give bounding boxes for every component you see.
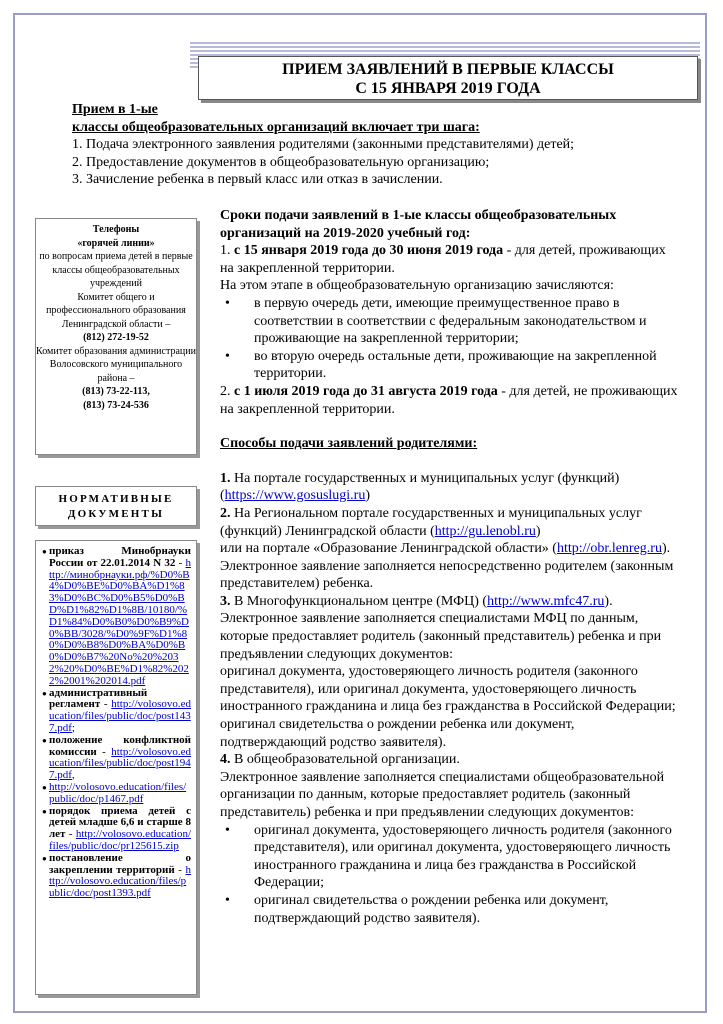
hotline-text-3: Комитет образования администрации Волосовского муниципального района –: [36, 345, 196, 384]
bullet-icon: •: [225, 822, 230, 838]
intro-heading-2: классы общеобразовательных организаций включает три шага:: [72, 119, 480, 135]
doc-separator: -: [174, 863, 186, 876]
bullet-icon: •: [225, 348, 230, 364]
deadline-2-text: - для детей, не проживающих на закрепленной территории.: [220, 383, 678, 417]
gosuslugi-link[interactable]: https://www.gosuslugi.ru: [224, 488, 366, 504]
title-line-2: С 15 ЯНВАРЯ 2019 ГОДА: [355, 80, 541, 97]
hotline-title: Телефоны: [92, 224, 140, 235]
doc-item: [42, 546, 191, 688]
method-2-close: ): [535, 523, 541, 539]
deadline-2-number: 2.: [220, 383, 234, 399]
method-4-number: 4.: [220, 752, 231, 768]
method-2-alt: [220, 540, 678, 558]
method-4-text: В общеобразовательной организации.: [230, 752, 460, 768]
method-2: [220, 505, 678, 540]
spacer: [220, 418, 678, 435]
doc-title: положение конфликтной комиссии: [49, 733, 191, 758]
method-1-number: 1.: [220, 470, 231, 486]
deadlines-heading: Сроки подачи заявлений в 1-ые классы общеобразовательных организаций на 2019-2020 учебный год:: [220, 208, 617, 241]
deadline-2: [220, 383, 678, 418]
bullet-icon: ●: [42, 688, 47, 698]
bullet-icon: •: [225, 295, 230, 311]
bullet-icon: •: [225, 892, 230, 908]
title-line-1: ПРИЕМ ЗАЯВЛЕНИЙ В ПЕРВЫЕ КЛАССЫ: [282, 61, 614, 78]
deadline-1-number: 1.: [220, 243, 234, 259]
bullet-icon: ●: [42, 853, 47, 863]
doc-separator: -: [175, 556, 186, 569]
lenreg-link[interactable]: http://obr.lenreg.ru: [556, 541, 662, 557]
normative-docs-list: [35, 540, 197, 995]
deadline-1-text: - для детей, проживающих на закрепленной территории.: [220, 243, 666, 276]
bullet-icon: ●: [42, 547, 47, 556]
method-4: [220, 751, 678, 769]
method-4-bullet-2: [220, 892, 678, 927]
title-banner: [198, 56, 698, 100]
normative-docs-header: НОРМАТИВНЫЕ ДОКУМЕНТЫ: [35, 486, 197, 526]
doc-link[interactable]: http://volosovo.education/files/public/doc/post1393.pdf: [49, 863, 192, 900]
method-1-close: ): [365, 488, 370, 504]
priority-bullet-1-text: в первую очередь дети, имеющие преимущественное право в соответствии в соответствии с федеральным законодательством и проживающие на закрепленной территории;: [254, 295, 647, 347]
doc-item: [42, 735, 191, 782]
method-2-note: Электронное заявление заполняется непосредственно родителем (законным представителем) ребенка.: [220, 558, 674, 592]
hotline-subtitle: «горячей линии»: [77, 237, 155, 249]
hotline-phone-2: (813) 73-22-113,: [82, 386, 150, 397]
doc-item: [42, 688, 191, 735]
hotline-box: [35, 218, 197, 455]
intro-section: [72, 101, 672, 189]
doc-punct: ,: [71, 769, 75, 782]
methods-heading: Способы подачи заявлений родителями:: [220, 436, 478, 452]
doc-link[interactable]: http://volosovo.education/files/public/doc/p1467.pdf: [49, 780, 187, 805]
spacer: [220, 453, 678, 470]
bullet-icon: ●: [42, 782, 47, 792]
lenobl-link[interactable]: http://gu.lenobl.ru: [434, 523, 536, 539]
doc-separator: -: [96, 745, 112, 758]
doc-title: порядок приема детей с детей младше 6,6 и старше 8 лет: [49, 804, 191, 841]
doc-separator: -: [65, 828, 76, 841]
intro-step-1: 1. Подача электронного заявления родителями (законными представителями) детей;: [72, 137, 575, 152]
method-4-bullet-1-text: оригинал документа, удостоверяющего личность родителя (законного представителя), или оригинал документа, удостоверяющего личность иностранного гражданина и лица без гражданства в Российской Федерации;: [254, 822, 672, 891]
doc-item: [42, 782, 191, 806]
doc-separator: -: [100, 698, 112, 711]
doc-link[interactable]: http://volosovo.education/files/public/doc/post1947.pdf: [49, 745, 191, 782]
method-2-alt-text: или на портале «Образование Ленинградской области» (: [220, 541, 557, 557]
method-3-close: ).: [604, 593, 613, 609]
deadline-1: [220, 242, 678, 277]
doc-punct: ;: [71, 721, 75, 734]
intro-step-2: 2. Предоставление документов в общеобразовательную организацию;: [72, 154, 490, 170]
method-3-number: 3.: [220, 593, 231, 609]
method-3: [220, 593, 678, 611]
intro-step-3: 3. Зачисление ребенка в первый класс или отказ в зачислении.: [72, 172, 443, 187]
doc-link[interactable]: http://volosovo.education/files/public/doc/post1437.pdf: [49, 698, 191, 734]
method-2-text: На Региональном портале государственных и муниципальных услуг (функций) Ленинградской области (: [220, 505, 642, 539]
method-4-bullet-2-text: оригинал свидетельства о рождении ребенка или документ, подтверждающий родство заявителя).: [254, 892, 609, 926]
method-1: [220, 470, 678, 505]
method-3-text: В Многофункциональном центре (МФЦ) (: [230, 593, 488, 609]
doc-link[interactable]: http://volosovo.education/files/public/doc/pr125615.zip: [49, 828, 191, 852]
doc-item: [42, 806, 191, 853]
hotline-text-1: по вопросам приема детей в первые классы общеобразовательных учреждений: [39, 251, 193, 289]
mfc-link[interactable]: http://www.mfc47.ru: [487, 593, 605, 609]
hotline-text-2: Комитет общего и профессионального образования Ленинградской области –: [46, 291, 186, 330]
intro-heading-1: Прием в 1-ые: [72, 102, 158, 117]
priority-bullet-2-text: во вторую очередь остальные дети, проживающие на закрепленной территории.: [254, 348, 657, 382]
deadline-2-dates: с 1 июля 2019 года до 31 августа 2019 года: [234, 383, 498, 399]
method-3-doc-1: оригинал документа, удостоверяющего личность родителя (законного представителя), или оригинал документа, удостоверяющего личность иностранного гражданина и лица без гражданства в Российской Федерации;: [220, 664, 676, 715]
deadline-1-dates: с 15 января 2019 года до 30 июня 2019 года: [234, 243, 504, 259]
stage-text: На этом этапе в общеобразовательную организацию зачисляются:: [220, 278, 614, 294]
bullet-icon: ●: [42, 735, 47, 745]
method-3-doc-2: оригинал свидетельства о рождении ребенка или документ, подтверждающий родство заявителя).: [220, 717, 575, 750]
hotline-phone-1: (812) 272-19-52: [83, 332, 149, 343]
hotline-phone-3: (813) 73-24-536: [83, 399, 149, 411]
method-4-bullet-1: [220, 822, 678, 892]
priority-bullet-2: [220, 348, 678, 383]
priority-bullet-1: [220, 295, 678, 348]
doc-title: приказ Минобрнауки России от 22.01.2014 N 32: [49, 545, 191, 569]
method-2-number: 2.: [220, 505, 231, 521]
method-1-text: На портале государственных и муниципальных услуг (функций) (: [220, 470, 620, 504]
doc-item: [42, 853, 191, 900]
main-content: [220, 207, 678, 927]
doc-title: административный регламент: [49, 686, 148, 711]
method-3-note: Электронное заявление заполняется специалистами МФЦ по данным, которые предоставляет родитель (законный представитель) ребенка и при предъявлении следующих документов:: [220, 611, 662, 662]
doc-title: постановление о закреплении территорий: [49, 851, 191, 876]
bullet-icon: ●: [42, 806, 47, 816]
method-4-note: Электронное заявление заполняется специалистами общеобразовательной организации по данным, которые предоставляет родитель (законный представитель) ребенка и при предъявлении следующих документов:: [220, 769, 665, 820]
method-2-alt-close: ).: [661, 541, 671, 557]
doc-link[interactable]: http://минобрнауки.рф/%D0%B4%D0%BE%D0%BA%D1%83%D0%BC%D0%B5%D0%BD%D1%82%D1%8B/10180/%D1%84%D0%B0%D0%B9%D0%BB/3028/%D0%9F%D1%80%D0%B8%D0%BA%D0%B0%D0%B7%20No%20%2032%20%D0%BE%D1%82%2022%2001%202014.pdf: [49, 556, 191, 687]
